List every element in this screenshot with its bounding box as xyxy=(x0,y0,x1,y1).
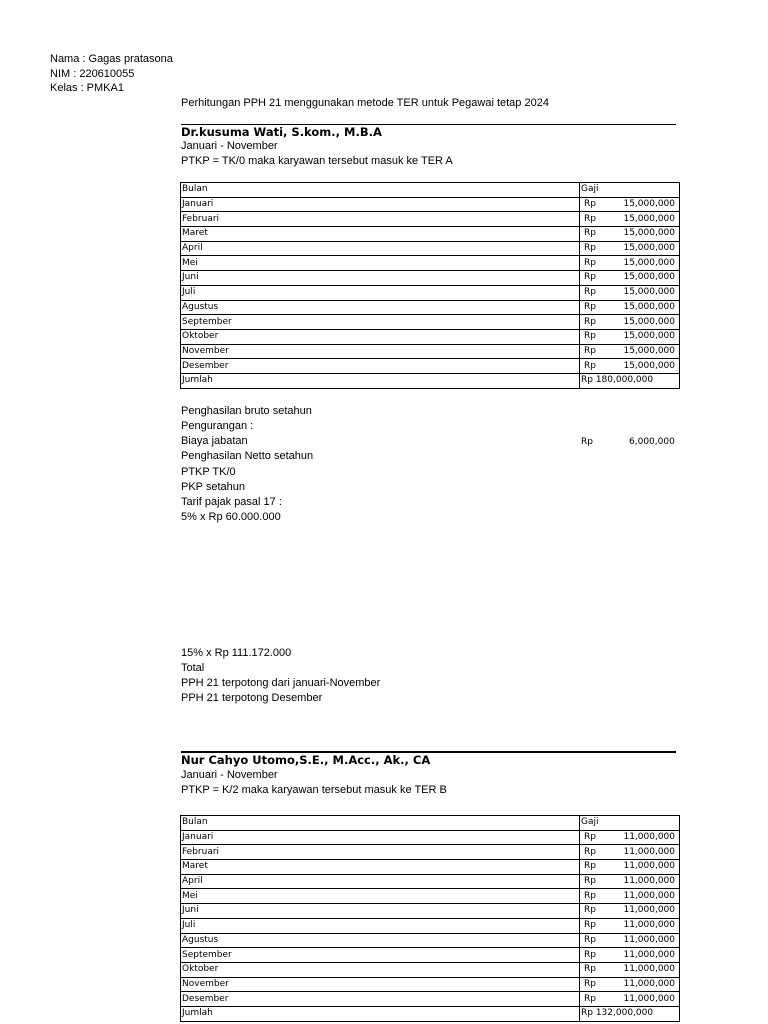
salary-amount: 11,000,000 xyxy=(623,964,675,975)
employee-1-name: Dr.kusuma Wati, S.kom., M.B.A xyxy=(181,124,676,139)
table-header-row xyxy=(181,183,680,198)
salary-cell xyxy=(580,359,680,374)
table-row xyxy=(181,300,680,315)
currency-label: Rp xyxy=(584,949,596,960)
salary-amount: 11,000,000 xyxy=(623,993,675,1004)
total-value: Rp 132,000,000 xyxy=(580,1006,680,1021)
month-cell: Mei xyxy=(181,889,580,904)
biaya-jabatan-value: 6,000,000 xyxy=(629,437,675,447)
table-row xyxy=(181,197,680,212)
total-label: Jumlah xyxy=(181,373,580,388)
currency-label: Rp xyxy=(584,861,596,872)
salary-amount: 11,000,000 xyxy=(623,949,675,960)
month-cell: April xyxy=(181,241,580,256)
table-header-row xyxy=(181,816,680,831)
table-total-row xyxy=(181,373,680,388)
month-cell: Oktober xyxy=(181,962,580,977)
month-cell: Maret xyxy=(181,227,580,242)
table-row xyxy=(181,315,680,330)
month-cell: Oktober xyxy=(181,329,580,344)
student-name: Nama : Gagas pratasona xyxy=(50,53,173,65)
calc-pph-desember: PPH 21 terpotong Desember xyxy=(181,692,323,704)
table-row xyxy=(181,271,680,286)
salary-amount: 15,000,000 xyxy=(623,272,675,283)
student-nim: NIM : 220610055 xyxy=(50,68,135,80)
header-gaji: Gaji xyxy=(580,816,680,831)
table-row xyxy=(181,845,680,860)
currency-label: Rp xyxy=(584,345,596,356)
salary-cell xyxy=(580,918,680,933)
currency-label: Rp xyxy=(584,257,596,268)
table-total-row xyxy=(181,1006,680,1021)
total-value: Rp 180,000,000 xyxy=(580,373,680,388)
calc-pph-jan-nov: PPH 21 terpotong dari januari-November xyxy=(181,677,381,689)
employee-1-ptkp: PTKP = TK/0 maka karyawan tersebut masuk ke TER A xyxy=(181,155,453,167)
employee-1-salary-table xyxy=(180,182,680,389)
month-cell: Juni xyxy=(181,271,580,286)
calc-biaya-jabatan: Biaya jabatan xyxy=(181,435,248,447)
salary-amount: 11,000,000 xyxy=(623,861,675,872)
salary-amount: 15,000,000 xyxy=(623,316,675,327)
salary-cell xyxy=(580,344,680,359)
month-cell: November xyxy=(181,344,580,359)
biaya-jabatan-currency: Rp xyxy=(581,437,593,447)
salary-amount: 15,000,000 xyxy=(623,301,675,312)
salary-amount: 11,000,000 xyxy=(623,846,675,857)
currency-label: Rp xyxy=(584,890,596,901)
currency-label: Rp xyxy=(584,832,596,843)
month-cell: September xyxy=(181,315,580,330)
table-row xyxy=(181,329,680,344)
salary-amount: 15,000,000 xyxy=(623,345,675,356)
currency-label: Rp xyxy=(584,846,596,857)
currency-label: Rp xyxy=(584,301,596,312)
month-cell: Januari xyxy=(181,830,580,845)
header-gaji: Gaji xyxy=(580,183,680,198)
month-cell: Agustus xyxy=(181,933,580,948)
salary-amount: 11,000,000 xyxy=(623,890,675,901)
salary-amount: 15,000,000 xyxy=(623,287,675,298)
student-class: Kelas : PMKA1 xyxy=(50,82,124,94)
salary-cell xyxy=(580,948,680,963)
calc-netto: Penghasilan Netto setahun xyxy=(181,450,314,462)
currency-label: Rp xyxy=(584,243,596,254)
table-row xyxy=(181,904,680,919)
table-row xyxy=(181,948,680,963)
salary-cell xyxy=(580,256,680,271)
currency-label: Rp xyxy=(584,199,596,210)
month-cell: November xyxy=(181,977,580,992)
salary-cell xyxy=(580,904,680,919)
salary-cell xyxy=(580,271,680,286)
currency-label: Rp xyxy=(584,360,596,371)
currency-label: Rp xyxy=(584,228,596,239)
month-cell: Januari xyxy=(181,197,580,212)
table-row xyxy=(181,212,680,227)
page-heading: Perhitungan PPH 21 menggunakan metode TER untuk Pegawai tetap 2024 xyxy=(181,97,549,109)
salary-amount: 11,000,000 xyxy=(623,876,675,887)
calc-15-percent: 15% x Rp 111.172.000 xyxy=(181,647,292,659)
salary-amount: 11,000,000 xyxy=(623,934,675,945)
month-cell: Juni xyxy=(181,904,580,919)
salary-cell xyxy=(580,197,680,212)
month-cell: September xyxy=(181,948,580,963)
salary-amount: 11,000,000 xyxy=(623,920,675,931)
calc-total: Total xyxy=(181,662,205,674)
table-row xyxy=(181,860,680,875)
currency-label: Rp xyxy=(584,964,596,975)
salary-amount: 15,000,000 xyxy=(623,228,675,239)
salary-cell xyxy=(580,992,680,1007)
currency-label: Rp xyxy=(584,876,596,887)
salary-cell xyxy=(580,315,680,330)
table-row xyxy=(181,918,680,933)
salary-cell xyxy=(580,962,680,977)
salary-cell xyxy=(580,874,680,889)
salary-amount: 11,000,000 xyxy=(623,978,675,989)
employee-1-period: Januari - November xyxy=(181,140,278,152)
salary-cell xyxy=(580,860,680,875)
salary-cell xyxy=(580,933,680,948)
salary-amount: 11,000,000 xyxy=(623,905,675,916)
salary-cell xyxy=(580,241,680,256)
month-cell: Februari xyxy=(181,845,580,860)
salary-amount: 11,000,000 xyxy=(623,832,675,843)
month-cell: Mei xyxy=(181,256,580,271)
salary-cell xyxy=(580,285,680,300)
salary-cell xyxy=(580,889,680,904)
salary-cell xyxy=(580,830,680,845)
table-row xyxy=(181,359,680,374)
currency-label: Rp xyxy=(584,978,596,989)
header-bulan: Bulan xyxy=(181,183,580,198)
month-cell: Juli xyxy=(181,918,580,933)
currency-label: Rp xyxy=(584,213,596,224)
currency-label: Rp xyxy=(584,905,596,916)
table-row xyxy=(181,227,680,242)
salary-amount: 15,000,000 xyxy=(623,331,675,342)
month-cell: Februari xyxy=(181,212,580,227)
month-cell: Maret xyxy=(181,860,580,875)
employee-2-ptkp: PTKP = K/2 maka karyawan tersebut masuk ke TER B xyxy=(181,784,447,796)
table-row xyxy=(181,933,680,948)
salary-cell xyxy=(580,845,680,860)
total-label: Jumlah xyxy=(181,1006,580,1021)
currency-label: Rp xyxy=(584,934,596,945)
salary-cell xyxy=(580,212,680,227)
table-row xyxy=(181,977,680,992)
month-cell: Juli xyxy=(181,285,580,300)
currency-label: Rp xyxy=(584,272,596,283)
salary-cell xyxy=(580,329,680,344)
employee-2-salary-table xyxy=(180,815,680,1022)
table-row xyxy=(181,256,680,271)
employee-2-period: Januari - November xyxy=(181,769,278,781)
table-row xyxy=(181,962,680,977)
table-row xyxy=(181,830,680,845)
calc-5-percent: 5% x Rp 60.000.000 xyxy=(181,511,281,523)
currency-label: Rp xyxy=(584,331,596,342)
salary-amount: 15,000,000 xyxy=(623,243,675,254)
salary-cell xyxy=(580,227,680,242)
table-row xyxy=(181,241,680,256)
month-cell: Desember xyxy=(181,992,580,1007)
calc-pengurangan: Pengurangan : xyxy=(181,420,254,432)
calc-bruto: Penghasilan bruto setahun xyxy=(181,405,312,417)
calc-pkp: PKP setahun xyxy=(181,481,246,493)
calc-tarif: Tarif pajak pasal 17 : xyxy=(181,496,282,508)
currency-label: Rp xyxy=(584,920,596,931)
month-cell: Desember xyxy=(181,359,580,374)
salary-amount: 15,000,000 xyxy=(623,213,675,224)
table-row xyxy=(181,889,680,904)
table-row xyxy=(181,344,680,359)
salary-cell xyxy=(580,977,680,992)
month-cell: April xyxy=(181,874,580,889)
table-row xyxy=(181,285,680,300)
salary-amount: 15,000,000 xyxy=(623,257,675,268)
header-bulan: Bulan xyxy=(181,816,580,831)
currency-label: Rp xyxy=(584,316,596,327)
salary-amount: 15,000,000 xyxy=(623,199,675,210)
table-row xyxy=(181,992,680,1007)
salary-cell xyxy=(580,300,680,315)
salary-amount: 15,000,000 xyxy=(623,360,675,371)
month-cell: Agustus xyxy=(181,300,580,315)
currency-label: Rp xyxy=(584,287,596,298)
calc-ptkp: PTKP TK/0 xyxy=(181,466,236,478)
table-row xyxy=(181,874,680,889)
currency-label: Rp xyxy=(584,993,596,1004)
employee-2-name: Nur Cahyo Utomo,S.E., M.Acc., Ak., CA xyxy=(181,751,676,767)
